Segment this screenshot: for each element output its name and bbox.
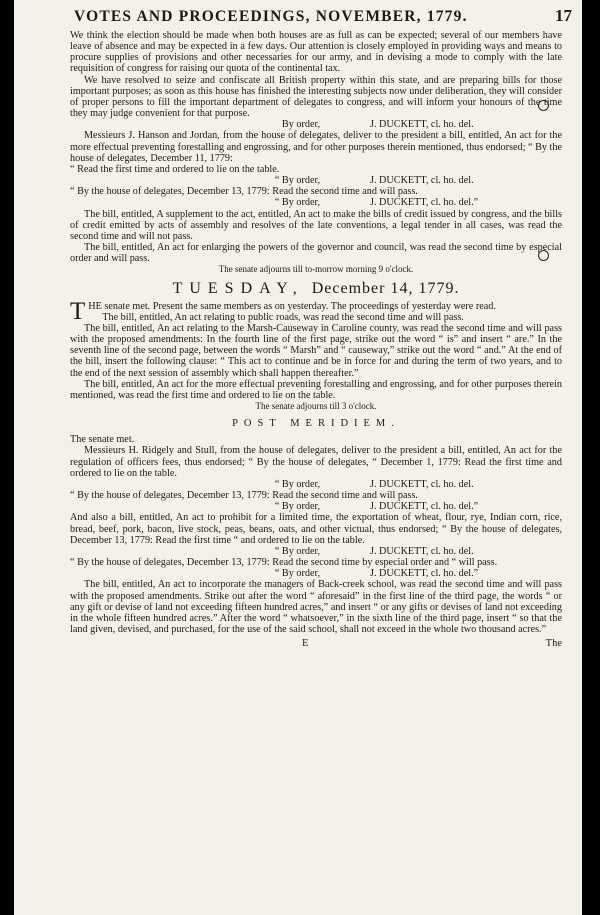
quoted-line: “ By the house of delegates, December 13, 1779: Read the second time and will pass. [70,186,418,198]
running-head: VOTES AND PROCEEDINGS, NOVEMBER, 1779. [74,8,468,25]
paragraph: Messieurs H. Ridgely and Stull, from the house of delegates, deliver to the president a bill, entitled, An act for the regulation of officers fees, thus endorsed; “ By the house of delegates, “ December 1, 1779: Read the first time and ordered to lie on the table. [70,445,562,479]
paragraph: The bill, entitled, An act relating to public roads, was read the second time and will pass. [102,311,464,323]
opening-text: HE senate met. Present the same members as on yesterday. The proceedings of yesterday were read. [88,300,496,312]
quoted-line: “ By the house of delegates, December 13, 1779: Read the second time and will pass. [70,490,418,502]
signature-name: J. DUCKETT, cl. ho. del. [370,478,474,490]
paragraph: The senate met. [70,434,135,446]
signature-name: J. DUCKETT, cl. ho. del. [370,119,474,131]
day-date: December 14, 1779. [311,280,460,298]
catchword: The [545,638,562,650]
signature-by: “ By order, [274,545,320,557]
signature-by: “ By order, [274,501,320,513]
paragraph: And also a bill, entitled, An act to prohibit for a limited time, the exportation of wheat, flour, rye, Indian corn, rice, bread, beef, pork, bacon, live stock, peas, beans, oats, and other victual, thus endorsed; “ By the house of delegates, December 13, 1779: Read the first time “ and ordered to lie on the table. [70,512,562,546]
signature-by: “ By order, [274,568,320,580]
signature-line [70,501,562,512]
adjournment-note: The senate adjourns till to-morrow morning 9 o'clock. [218,264,414,275]
signature-by: “ By order, [274,197,320,209]
signature-line [70,175,562,186]
quoted-line: “ By the house of delegates, December 13, 1779: Read the second time by especial order and “ will pass. [70,557,498,569]
drop-cap: T [70,297,86,325]
signature-name: J. DUCKETT, cl. ho. del.” [370,568,479,580]
signature-line [70,197,562,208]
signature-name: J. DUCKETT, cl. ho. del.” [370,501,479,513]
quoted-line: “ Read the first time and ordered to lie on the table. [70,163,280,175]
page-number: 17 [555,6,572,25]
signature-line [70,119,562,130]
signature-line [70,546,562,557]
day-heading [70,280,562,298]
day-name: TUESDAY, [172,280,304,298]
page-body [70,30,562,651]
signature-by: “ By order, [274,478,320,490]
signature-by: By order, [281,119,320,131]
page-footer [70,638,562,651]
section-heading: POST MERIDIEM. [232,418,400,430]
signature-line [70,568,562,579]
paragraph: The bill, entitled, A supplement to the act, entitled, An act to make the bills of credit issued by congress, and the bills of credit emitted by acts of assembly and resolves of the late conventions, a legal tender in all cases, was read the second time and will not pass. [70,208,562,242]
signature-name: J. DUCKETT, cl. ho. del. [370,545,474,557]
paragraph: The bill, entitled, An act for the more effectual preventing forestalling and engrossing, and for other purposes therein mentioned, was read the first time and ordered to lie on the table. [70,378,562,401]
page-header [14,6,582,28]
document-page [14,0,582,915]
signature-by: “ By order, [274,175,320,187]
signature-line [70,479,562,490]
signature-mark: E [302,638,309,650]
paragraph: We have resolved to seize and confiscate all British property within this state, and are preparing bills for those important purposes; as soon as this house has finished the interesting subjects now under deliberation, they will consider of proper persons to fill the important department of delegates to congress, and will inform your honours of the time they may judge convenient for that purpose. [70,74,562,120]
paragraph: Messieurs J. Hanson and Jordan, from the house of delegates, deliver to the president a bill, entitled, An act for the more effectual preventing forestalling and engrossing, and for other purposes therein mentioned, thus endorsed; “ By the house of delegates, December 11, 1779: [70,130,562,164]
signature-name: J. DUCKETT, cl. ho. del. [370,175,474,187]
paragraph: The bill, entitled, An act for enlarging the powers of the governor and council, was read the second time by especial order and will pass. [70,241,562,265]
adjournment-note: The senate adjourns till 3 o'clock. [255,401,377,411]
paragraph: We think the election should be made when both houses are as full as can be expected; several of our members have leave of absence and may be expected in a few days. Our attention is closely employed in providing ways and means to procure supplies of provisions and other necessaries for our army, and in devising a mode to comply with the late requisition of congress for raising our quota of the continental tax. [70,30,562,75]
paragraph: The bill, entitled, An act to incorporate the managers of Back-creek school, was read the second time and will pass with the proposed amendments. Strike out after the word “ aforesaid” in the first line of the third page, the words “ or any gift or devise of land not exceeding fifteen hundred acres,” and insert “ or any gifts or devises of land not exceeding in the whole fifteen hundred acres.” After the word “ whatsoever,” in the sixth line of the third page, insert “ so that the land given, devised, and purchased, for the use of the said school, shall not exceed in the whole two thousand acres.” [70,579,562,635]
paragraph: The bill, entitled, An act relating to the Marsh-Causeway in Caroline county, was read the second time and will pass with the proposed amendments: In the fourth line of the first page, strike out the word “ is” and insert “ are.” In the seventh line of the second page, between the words “ Marsh” and “ causeway,” strike out the word “ and.” At the end of the bill, insert the following clause: “ This act to continue and be in force for and during the term of two years, and to the end of the next session of assembly which shall happen thereafter.” [70,322,562,379]
signature-name: J. DUCKETT, cl. ho. del.” [370,197,479,209]
